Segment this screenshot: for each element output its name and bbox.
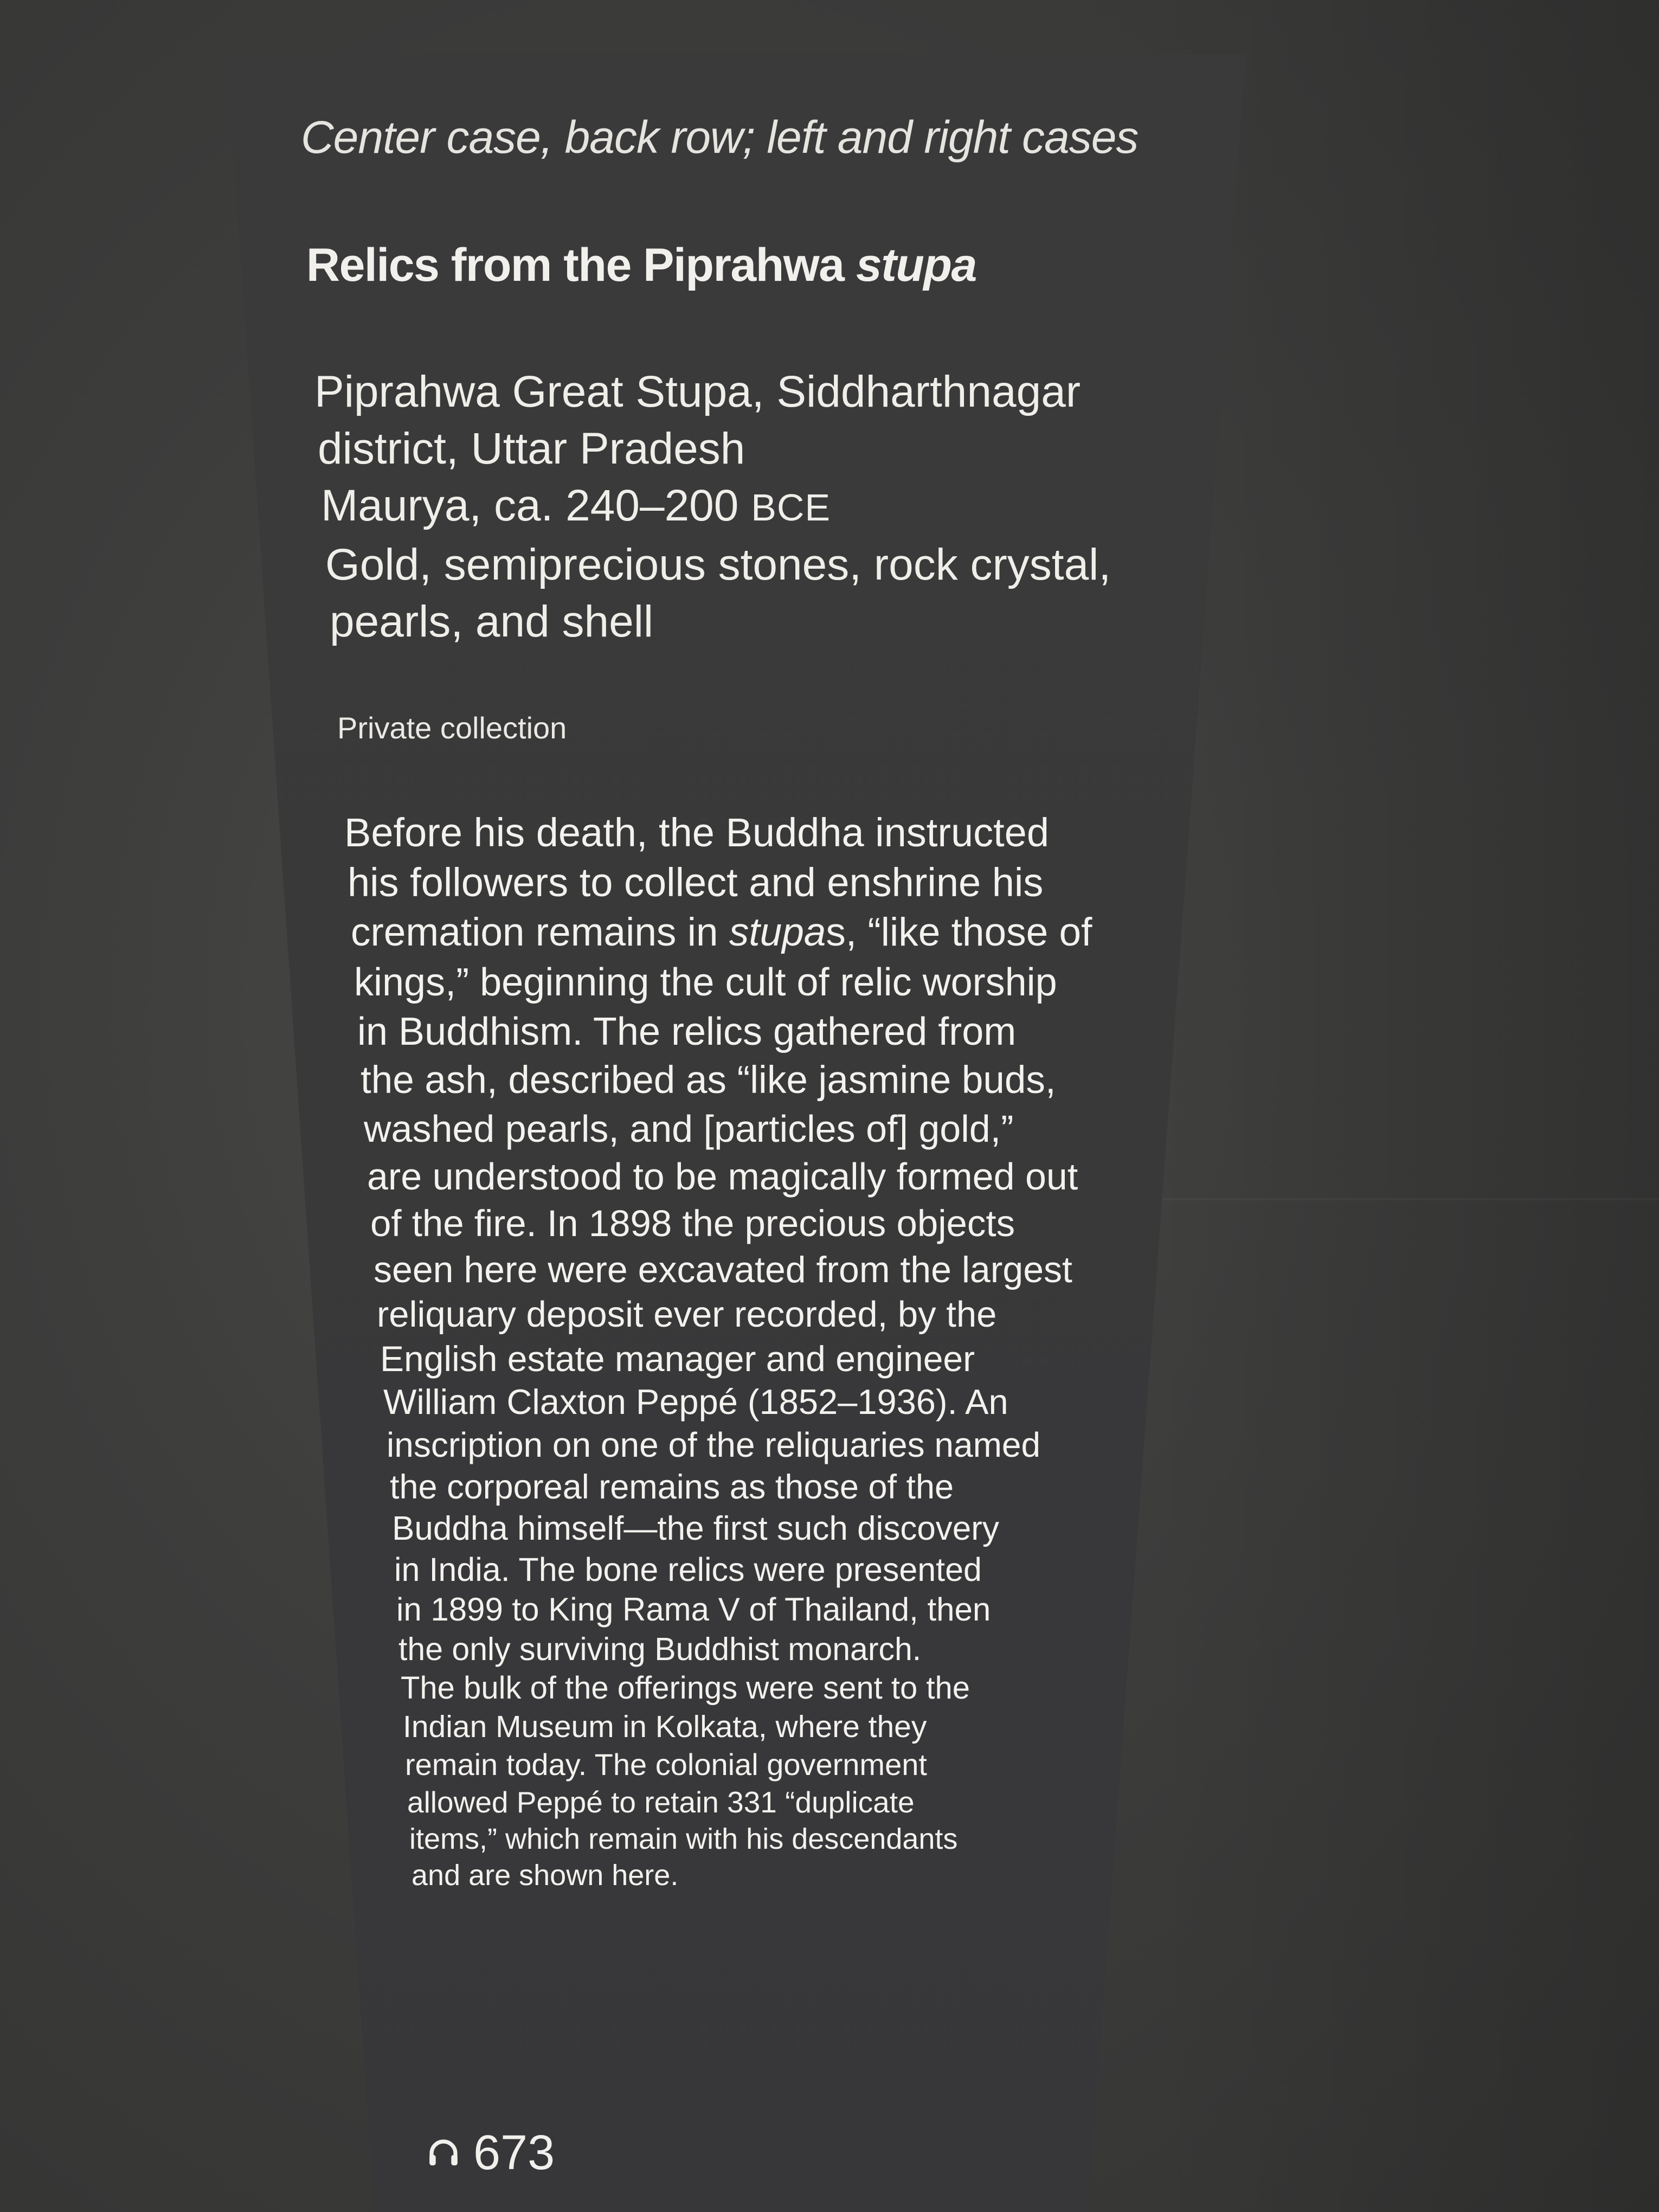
meta-line-5: pearls, and shell xyxy=(330,597,654,646)
body-line-15: the corporeal remains as those of the xyxy=(390,1468,954,1506)
audio-guide-stop xyxy=(426,2125,555,2181)
body-line-22: remain today. The colonial government xyxy=(405,1747,927,1782)
title-italic: stupa xyxy=(856,239,976,291)
meta-line-2: district, Uttar Pradesh xyxy=(318,424,745,473)
body-line-10: seen here were excavated from the largest xyxy=(374,1249,1072,1290)
body-line-3-em: stupa xyxy=(729,910,826,954)
body-line-6: the ash, described as “like jasmine buds, xyxy=(361,1059,1056,1102)
body-line-25: and are shown here. xyxy=(411,1859,679,1892)
audio-guide-number: 673 xyxy=(473,2126,555,2180)
body-line-20: The bulk of the offerings were sent to the xyxy=(401,1670,970,1706)
body-line-3 xyxy=(351,908,1092,957)
body-line-9: of the fire. In 1898 the precious objects xyxy=(370,1203,1015,1244)
case-location: Center case, back row; left and right cases xyxy=(301,112,1139,163)
body-line-13: William Claxton Peppé (1852–1936). An xyxy=(383,1382,1008,1422)
body-line-2: his followers to collect and enshrine his xyxy=(348,860,1044,905)
body-line-17: in India. The bone relics were presented xyxy=(394,1551,982,1588)
meta-era: BCE xyxy=(751,486,831,529)
body-line-3-post: s, “like those of xyxy=(826,910,1092,954)
body-line-16: Buddha himself—the first such discovery xyxy=(392,1510,999,1547)
body-line-19: the only surviving Buddhist monarch. xyxy=(398,1631,922,1667)
object-title xyxy=(306,239,976,292)
meta-line-3 xyxy=(314,477,1111,536)
meta-line-4: Gold, semiprecious stones, rock crystal, xyxy=(325,540,1111,589)
body-line-23: allowed Peppé to retain 331 “duplicate xyxy=(407,1785,915,1819)
body-line-18: in 1899 to King Rama V of Thailand, then xyxy=(396,1591,991,1628)
body-line-8: are understood to be magically formed out xyxy=(367,1155,1078,1198)
body-line-24: items,” which remain with his descendants xyxy=(409,1823,958,1855)
body-line-12: English estate manager and engineer xyxy=(380,1339,975,1379)
body-line-11: reliquary deposit ever recorded, by the xyxy=(377,1294,997,1335)
body-line-14: inscription on one of the reliquaries named xyxy=(387,1425,1041,1464)
wall-seam xyxy=(1160,1198,1659,1200)
body-line-5: in Buddhism. The relics gathered from xyxy=(357,1010,1017,1053)
meta-date: Maurya, ca. 240–200 xyxy=(321,481,751,530)
credit-line: Private collection xyxy=(337,711,567,745)
body-line-4: kings,” beginning the cult of relic worship xyxy=(354,961,1057,1004)
body-line-7: washed pearls, and [particles of] gold,” xyxy=(364,1108,1014,1150)
body-line-21: Indian Museum in Kolkata, where they xyxy=(403,1709,927,1744)
body-line-3-pre: cremation remains in xyxy=(351,910,729,954)
headphones-icon xyxy=(426,2136,461,2171)
body-line-1: Before his death, the Buddha instructed xyxy=(344,810,1049,855)
label-body-text xyxy=(344,808,1092,1893)
title-main: Relics from the Piprahwa xyxy=(306,239,856,291)
object-metadata xyxy=(314,363,1111,650)
meta-line-1: Piprahwa Great Stupa, Siddharthnagar xyxy=(314,367,1081,416)
